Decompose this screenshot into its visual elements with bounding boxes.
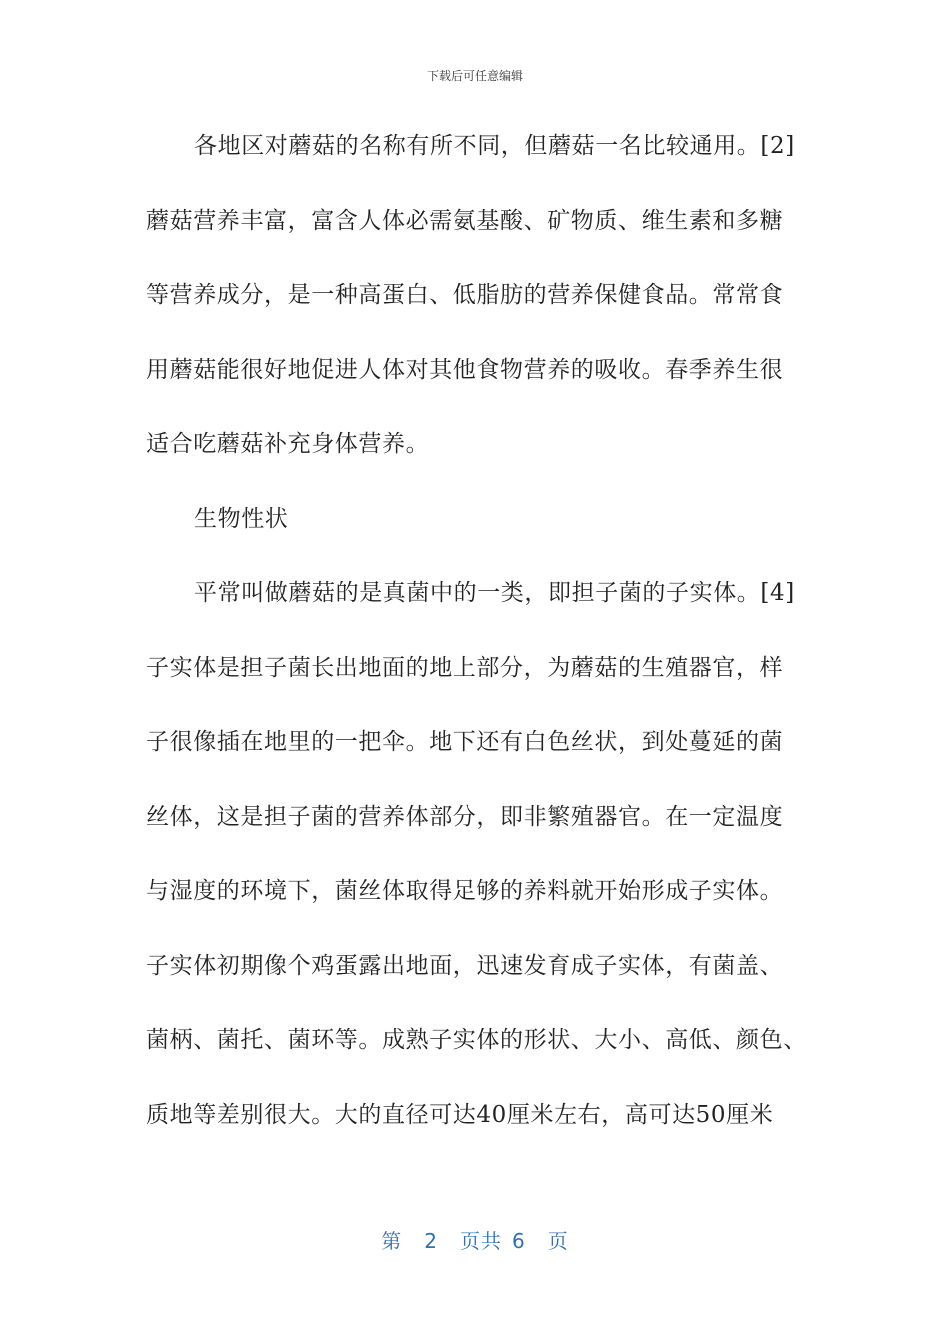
paragraph-line: 子实体初期像个鸡蛋露出地面，迅速发育成子实体，有菌盖、: [146, 952, 784, 979]
paragraph-line: 与湿度的环境下，菌丝体取得足够的养料就开始形成子实体。: [146, 878, 784, 904]
section-heading: 生物性状: [194, 505, 289, 532]
page-header: 下载后可任意编辑: [426, 69, 523, 83]
paragraph-line: 丝体，这是担子菌的营养体部分，即非繁殖器官。在一定温度: [146, 803, 784, 830]
paragraph-line: 蘑菇营养丰富，富含人体必需氨基酸、矿物质、维生素和多糖: [146, 207, 784, 234]
paragraph-line: 菌柄、菌托、菌环等。成熟子实体的形状、大小、高低、颜色、: [146, 1027, 807, 1053]
paragraph-line: 质地等差别很大。大的直径可达40厘米左右，高可达50厘米: [146, 1101, 774, 1128]
paragraph-line: 用蘑菇能很好地促进人体对其他食物营养的吸收。春季养生很: [146, 356, 784, 383]
paragraph-line: 各地区对蘑菇的名称有所不同，但蘑菇一名比较通用。[2]: [194, 133, 795, 159]
footer-suffix: 页: [547, 1229, 569, 1253]
paragraph-line: 适合吃蘑菇补充身体营养。: [146, 431, 430, 457]
footer-prefix: 第: [381, 1229, 403, 1253]
footer-page-number: 2: [424, 1229, 438, 1253]
page-footer: [0, 1225, 950, 1254]
document-body: [146, 122, 826, 1165]
footer-total-pages: 6: [512, 1229, 526, 1253]
paragraph-line: 子很像插在地里的一把伞。地下还有白色丝状，到处蔓延的菌: [146, 729, 784, 755]
paragraph-line: 子实体是担子菌长出地面的地上部分，为蘑菇的生殖器官，样: [146, 654, 784, 681]
footer-middle: 页共: [460, 1229, 502, 1253]
paragraph-line: 等营养成分，是一种高蛋白、低脂肪的营养保健食品。常常食: [146, 282, 784, 308]
paragraph-line: 平常叫做蘑菇的是真菌中的一类，即担子菌的子实体。[4]: [194, 580, 795, 606]
